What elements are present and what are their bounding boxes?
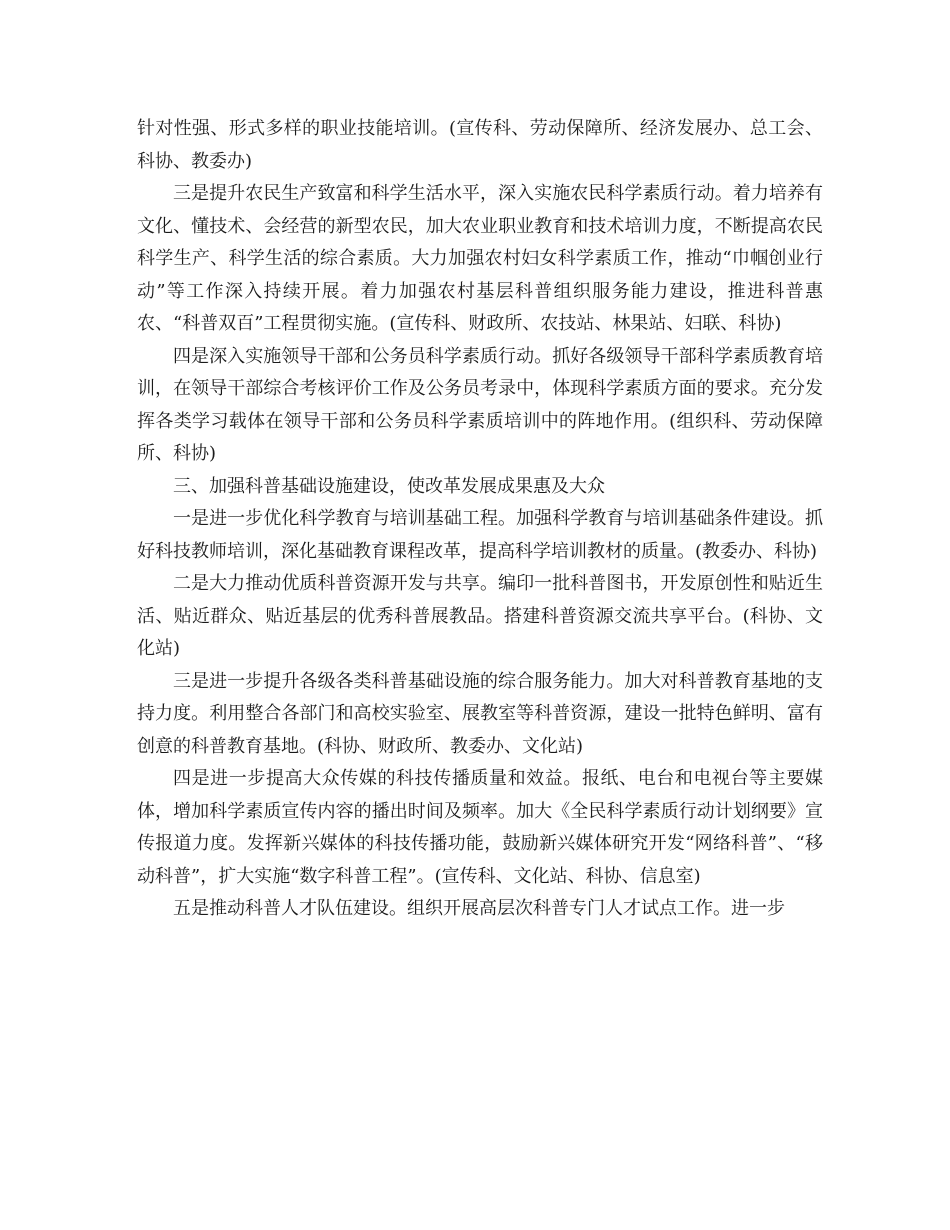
paragraph-cadres-science: 四是深入实施领导干部和公务员科学素质行动。抓好各级领导干部科学素质教育培训，在领导干部综合考核评价工作及公务员考录中，体现科学素质方面的要求。充分发挥各类学习载体在领导干部和公务员科学素质培训中的阵地作用。(组织科、劳动保障所、科协): [137, 345, 823, 464]
paragraph-service-capacity: 三是进一步提升各级各类科普基础设施的综合服务能力。加大对科普教育基地的支持力度。利用整合各部门和高校实验室、展教室等科普资源，建设一批特色鲜明、富有创意的科普教育基地。(科协、财政所、教委办、文化站): [137, 670, 823, 757]
paragraph-continuation: 针对性强、形式多样的职业技能培训。(宣传科、劳动保障所、经济发展办、总工会、科协、教委办): [137, 118, 823, 172]
document-body: [137, 113, 823, 926]
paragraph-education-training: 一是进一步优化科学教育与培训基础工程。加强科学教育与培训基础条件建设。抓好科技教师培训，深化基础教育课程改革，提高科学培训教材的质量。(教委办、科协): [137, 508, 823, 562]
section-heading-infrastructure: 三、加强科普基础设施建设，使改革发展成果惠及大众: [173, 475, 605, 497]
paragraph-farmers-science: 三是提升农民生产致富和科学生活水平，深入实施农民科学素质行动。着力培养有文化、懂技术、会经营的新型农民，加大农业职业教育和技术培训力度，不断提高农民科学生产、科学生活的综合素质。大力加强农村妇女科学素质工作，推动“巾帼创业行动”等工作深入持续开展。着力加强农村基层科普组织服务能力建设，推进科普惠农、“科普双百”工程贯彻实施。(宣传科、财政所、农技站、林果站、妇联、科协): [137, 183, 823, 334]
paragraph-resource-sharing: 二是大力推动优质科普资源开发与共享。编印一批科普图书，开发原创性和贴近生活、贴近群众、贴近基层的优秀科普展教品。搭建科普资源交流共享平台。(科协、文化站): [137, 573, 823, 659]
paragraph-mass-media: 四是进一步提高大众传媒的科技传播质量和效益。报纸、电台和电视台等主要媒体，增加科学素质宣传内容的播出时间及频率。加大《全民科学素质行动计划纲要》宣传报道力度。发挥新兴媒体的科技传播功能，鼓励新兴媒体研究开发“网络科普”、“移动科普”，扩大实施“数字科普工程”。(宣传科、文化站、科协、信息室): [137, 768, 823, 887]
paragraph-talent-team: 五是推动科普人才队伍建设。组织开展高层次科普专门人才试点工作。进一步: [173, 898, 785, 919]
